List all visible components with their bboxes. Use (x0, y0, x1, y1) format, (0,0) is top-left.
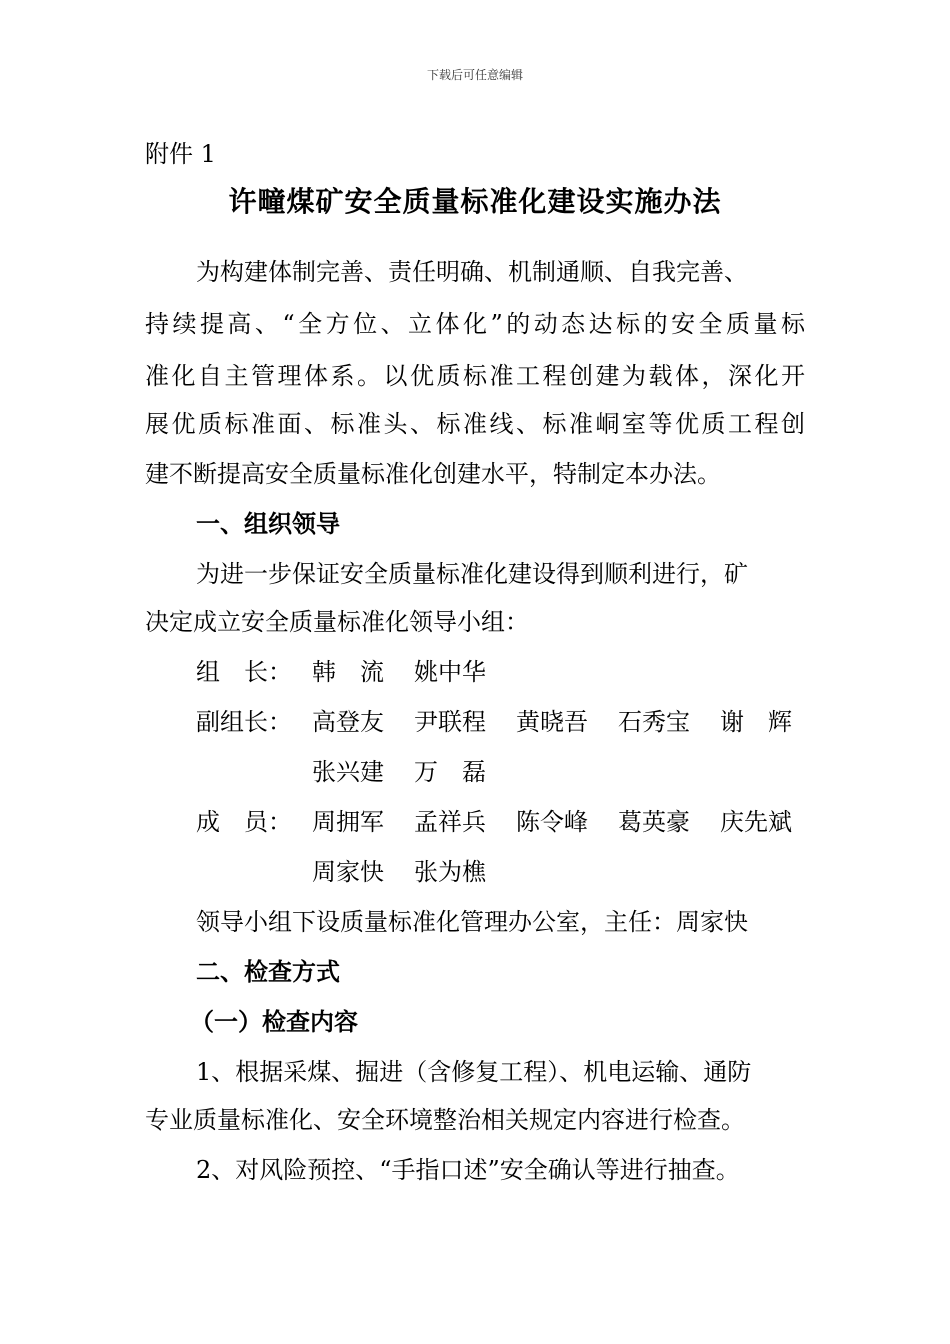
paragraph-line: 专业质量标准化、安全环境整治相关规定内容进行检查。 (145, 1106, 745, 1134)
person-name: 陈令峰 (516, 808, 588, 836)
intro-line: 为构建体制完善、责任明确、机制通顺、自我完善、 (196, 258, 748, 286)
paragraph-line: 决定成立安全质量标准化领导小组： (145, 608, 529, 636)
paragraph-line: 为进一步保证安全质量标准化建设得到顺利进行，矿 (196, 560, 748, 588)
office-line: 领导小组下设质量标准化管理办公室，主任：周家快 (196, 908, 748, 936)
paragraph-line: 2、对风险预控、“手指口述”安全确认等进行抽查。 (196, 1156, 740, 1184)
section-heading: 一、组织领导 (196, 510, 340, 538)
person-name: 石秀宝 (618, 708, 690, 736)
person-name: 张兴建 (312, 758, 384, 786)
person-name: 周拥军 (312, 808, 384, 836)
person-name: 庆先斌 (720, 808, 792, 836)
sub-heading: （一）检查内容 (190, 1008, 358, 1036)
person-name: 张为樵 (414, 858, 486, 886)
intro-line: 持续提高、“全方位、立体化”的动态达标的安全质量标 (145, 310, 805, 338)
leader-label: 组 长： (196, 658, 292, 686)
section-heading: 二、检查方式 (196, 958, 340, 986)
person-name: 姚中华 (414, 658, 486, 686)
person-name: 葛英豪 (618, 808, 690, 836)
deputy-label: 副组长： (196, 708, 292, 736)
person-name: 孟祥兵 (414, 808, 486, 836)
person-name: 谢 辉 (720, 708, 792, 736)
person-name: 周家快 (312, 858, 384, 886)
person-name: 韩 流 (312, 658, 384, 686)
person-name: 万 磊 (414, 758, 486, 786)
intro-line: 准化自主管理体系。以优质标准工程创建为载体，深化开 (145, 362, 805, 390)
person-name: 高登友 (312, 708, 384, 736)
person-name: 黄晓吾 (516, 708, 588, 736)
members-label: 成 员： (196, 808, 292, 836)
attachment-label: 附件 1 (145, 140, 216, 168)
document-title: 许疃煤矿安全质量标准化建设实施办法 (228, 185, 722, 218)
person-name: 尹联程 (414, 708, 486, 736)
intro-line: 展优质标准面、标准头、标准线、标准峒室等优质工程创 (145, 410, 805, 438)
intro-line: 建不断提高安全质量标准化创建水平，特制定本办法。 (145, 460, 721, 488)
page-header: 下载后可任意编辑 (426, 68, 523, 82)
paragraph-line: 1、根据采煤、掘进（含修复工程）、机电运输、通防 (196, 1058, 752, 1086)
